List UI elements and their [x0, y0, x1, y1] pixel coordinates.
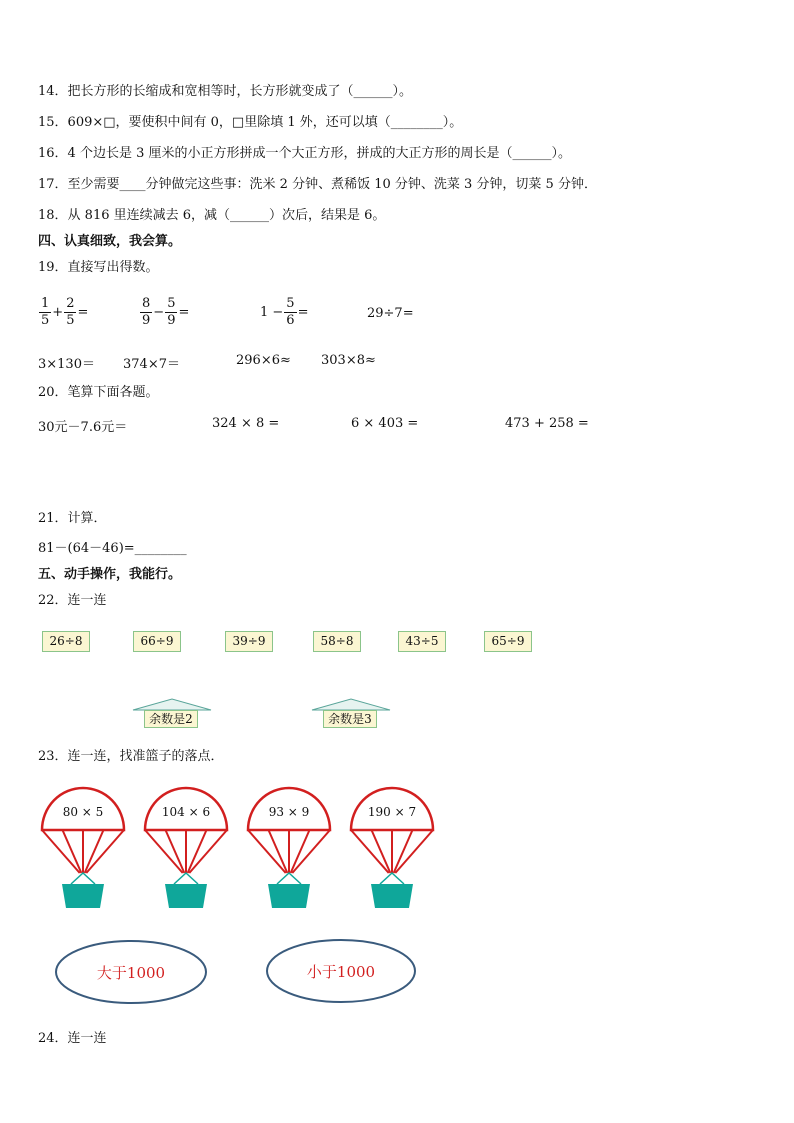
parachute-expression: 104 × 6: [161, 805, 211, 819]
parachute-string: [145, 830, 183, 873]
question-24-title: 24．连一连: [38, 1031, 107, 1046]
parachute-basket[interactable]: [145, 788, 227, 908]
fraction-expression-2: 8 9 − $\frac{5}{9}$ =: [142, 296, 190, 328]
parachute-string: [248, 830, 286, 873]
parachute-string: [188, 830, 207, 873]
question-14: 14．把长方形的长缩成和宽相等时，长方形就变成了（______）。: [38, 84, 413, 99]
question-21-expression: 81－(64－46)=________: [38, 541, 187, 556]
parachute-expression: 80 × 5: [62, 805, 104, 819]
parachute-string: [395, 830, 433, 873]
question-17: 17．至少需要____分钟做完这些事：洗米 2 分钟、煮稀饭 10 分钟、洗菜 3 分钟，切菜 5 分钟．: [38, 177, 597, 192]
question-20-title: 20．笔算下面各题。: [38, 385, 159, 400]
division-card[interactable]: 65÷9: [484, 631, 532, 652]
question-22-title: 22．连一连: [38, 593, 107, 608]
division-card[interactable]: 26÷8: [42, 631, 90, 652]
basket-icon: [62, 884, 104, 908]
question-15: 15．609×□，要使积中间有 0，□里除填 1 外，还可以填（________）。: [38, 115, 463, 130]
question-19-title: 19．直接写出得数。: [38, 260, 159, 275]
answer-blank[interactable]: ________: [134, 541, 187, 556]
parachute-string: [63, 830, 82, 873]
target-ellipse-greater[interactable]: [56, 941, 206, 1003]
question-21-title: 21．计算．: [38, 511, 107, 526]
section-heading-5: 五、动手操作，我能行。: [38, 567, 182, 582]
basket-handle: [71, 873, 95, 884]
remainder-house[interactable]: 余数是3: [323, 710, 377, 728]
parachute-expression: 93 × 9: [268, 805, 310, 819]
svg-text:大于1000: 大于1000: [96, 964, 166, 982]
parachute-basket[interactable]: [248, 788, 330, 908]
division-card[interactable]: 66÷9: [133, 631, 181, 652]
parachute-string: [269, 830, 288, 873]
expression: 303×8≈: [321, 353, 376, 368]
parachute-string: [291, 830, 310, 873]
answer-blank[interactable]: ______: [512, 146, 552, 161]
fraction-expression-1: 1 5 + $\frac{2}{5}$ =: [41, 296, 89, 328]
basket-handle: [174, 873, 198, 884]
question-16: 16．4 个边长是 3 厘米的小正方形拼成一个大正方形，拼成的大正方形的周长是（______）。: [38, 146, 571, 161]
expression: 3×130＝: [38, 357, 95, 372]
parachute-string: [42, 830, 80, 873]
basket-handle: [380, 873, 404, 884]
basket-icon: [268, 884, 310, 908]
parachute-string: [372, 830, 391, 873]
section-heading-4: 四、认真细致，我会算。: [38, 234, 182, 249]
basket-icon: [165, 884, 207, 908]
written-calc-4: 473 + 258 =: [505, 416, 589, 431]
basket-icon: [371, 884, 413, 908]
answer-blank[interactable]: ____: [119, 177, 146, 192]
division-card[interactable]: 58÷8: [313, 631, 361, 652]
svg-text:小于1000: 小于1000: [306, 963, 376, 981]
written-calc-3: 6 × 403 =: [351, 416, 419, 431]
division-card[interactable]: 39÷9: [225, 631, 273, 652]
answer-blank[interactable]: ______: [353, 84, 393, 99]
question-18: 18．从 816 里连续减去 6，减（______）次后，结果是 6。: [38, 208, 386, 223]
written-calc-2: 324 × 8 =: [212, 416, 280, 431]
parachute-string: [351, 830, 389, 873]
parachute-string: [189, 830, 227, 873]
expression: 374×7＝: [123, 357, 180, 372]
parachute-string: [166, 830, 185, 873]
question-23-title: 23．连一连，找准篮子的落点．: [38, 749, 224, 764]
answer-blank[interactable]: ________: [390, 115, 443, 130]
parachute-expression: 190 × 7: [367, 805, 417, 819]
fraction-expression-3: 1 − $\frac{5}{6}$ =: [260, 296, 309, 328]
parachute-string: [86, 830, 124, 873]
written-calc-1: 30元－7.6元＝: [38, 420, 128, 435]
parachute-string: [292, 830, 330, 873]
remainder-house[interactable]: 余数是2: [144, 710, 198, 728]
parachute-string: [394, 830, 413, 873]
parachute-basket[interactable]: [42, 788, 124, 908]
parachute-basket[interactable]: [351, 788, 433, 908]
parachute-diagram: [0, 780, 460, 1020]
expression-29-div-7: 29÷7=: [367, 306, 414, 321]
target-ellipse-less[interactable]: [267, 940, 415, 1002]
expression: 296×6≈: [236, 353, 291, 368]
parachute-string: [85, 830, 104, 873]
division-card[interactable]: 43÷5: [398, 631, 446, 652]
basket-handle: [277, 873, 301, 884]
answer-blank[interactable]: ______: [230, 208, 270, 223]
